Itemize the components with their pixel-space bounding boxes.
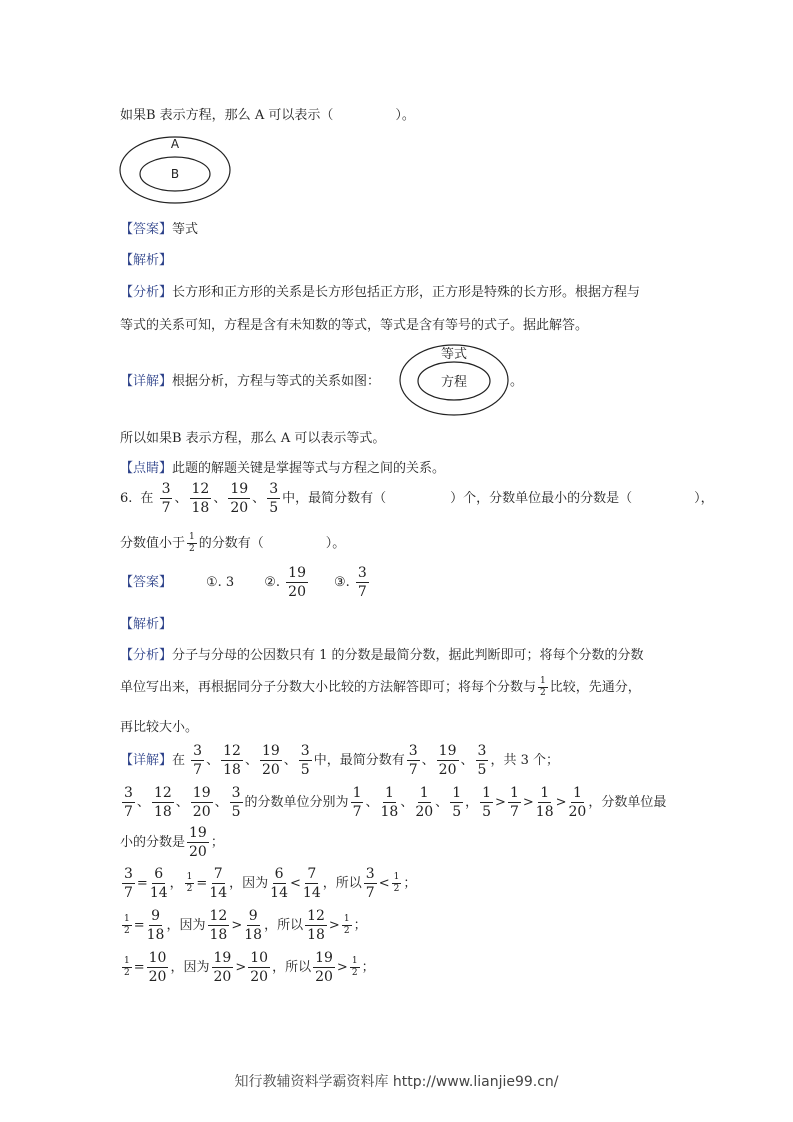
fraction-3-5: $\frac{3}{5}$ <box>269 481 279 516</box>
q5-conclusion: 所以如果B 表示方程，那么 A 可以表示等式。 <box>120 431 386 446</box>
q6-fenxi-2: 单位写出来，再根据同分子分数大小比较的方法解答即可；将每个分数与 $\frac{1}{2}$ 比较，先通分， <box>120 676 641 698</box>
q5-venn-diagram <box>118 132 234 206</box>
footer-watermark: 知行教辅资料学霸资料库 http://www.lianjie99.cn/ <box>234 1074 559 1090</box>
q6-fenxi-3: 再比较大小。 <box>120 720 199 735</box>
q6-detail-line4: $\frac{3}{7}$ = $\frac{6}{14}$ ， $\frac{1}{2}$ = $\frac{7}{14}$ ，因为 $\frac{6}{14}$ < $\frac{7}{14}$ ，所以 $\frac{3}{7}$ < $\frac{1}{2}$ ； <box>124 866 417 901</box>
q6-stem: 6. 在 $\frac{3}{7}$ 、 $\frac{12}{18}$ 、 $\frac{19}{20}$ 、 $\frac{3}{5}$ 中，最简分数有（ ）个，分数单位最小的分数是（ ）， <box>120 481 714 516</box>
fraction-1-2: $\frac{1}{2}$ <box>540 676 546 698</box>
q5-xiangjie: 【详解】根据分析，方程与等式的关系如图： <box>120 374 381 389</box>
q5-fenxi-1: 【分析】长方形和正方形的关系是长方形包括正方形，正方形是特殊的长方形。根据方程与 <box>120 285 641 300</box>
q6-detail-line2: $\frac{3}{7}$ 、 $\frac{12}{18}$ 、 $\frac{19}{20}$ 、 $\frac{3}{5}$ 的分数单位分别为 $\frac{1}{7}$ 、 $\frac{1}{18}$ 、 $\frac{1}{20}$ 、 $\frac{1}{5}$ ， $\frac{1}{5}$ > $\frac{1}{7}$ > $\frac{1}{18}$ > $\frac{1}{20}$ ，分数单位最 <box>124 785 667 820</box>
q6-stem-line2: 分数值小于 $\frac{1}{2}$ 的分数有（ ）。 <box>120 532 346 554</box>
q6-jiexi: 【解析】 <box>120 617 173 632</box>
q5-relation-diagram <box>398 342 510 418</box>
q6-answer: 【答案】 ①. 3 ②. $\frac{19}{20}$ ③. $\frac{3}{7}$ <box>120 565 367 600</box>
fraction-1-2: $\frac{1}{2}$ <box>189 532 195 554</box>
q6-detail-line3: 小的分数是 $\frac{19}{20}$ ； <box>120 825 224 860</box>
answer-fraction-19-20: $\frac{19}{20}$ <box>288 565 306 600</box>
fraction-12-18: $\frac{12}{18}$ <box>191 481 210 516</box>
q6-detail-line1: 【详解】在 $\frac{3}{7}$ 、 $\frac{12}{18}$ 、 $\frac{19}{20}$ 、 $\frac{3}{5}$ 中，最简分数有 $\frac{3}{7}$ 、 $\frac{19}{20}$ 、 $\frac{3}{5}$ ，共 3 个； <box>120 743 559 778</box>
q6-detail-line6: $\frac{1}{2}$ = $\frac{10}{20}$ ，因为 $\frac{19}{20}$ > $\frac{10}{20}$ ，所以 $\frac{19}{20}$ > $\frac{1}{2}$ ； <box>124 950 375 985</box>
q5-jiexi: 【解析】 <box>120 253 173 268</box>
answer-fraction-3-7: $\frac{3}{7}$ <box>357 565 367 600</box>
q5-dianjing: 【点睛】此题的解题关键是掌握等式与方程之间的关系。 <box>120 461 446 476</box>
q5-fenxi-2: 等式的关系可知，方程是含有未知数的等式，等式是含有等号的式子。据此解答。 <box>120 318 589 333</box>
q5-answer: 【答案】等式 <box>120 222 199 237</box>
q6-detail-line5: $\frac{1}{2}$ = $\frac{9}{18}$ ，因为 $\frac{12}{18}$ > $\frac{9}{18}$ ，所以 $\frac{12}{18}$ > $\frac{1}{2}$ ； <box>124 908 367 943</box>
outer-label-dengshi: 等式 <box>440 347 468 362</box>
q5-stem: 如果B 表示方程，那么 A 可以表示（ ）。 <box>120 108 415 123</box>
inner-label: B <box>170 167 180 181</box>
q6-fenxi-1: 【分析】分子与分母的公因数只有 1 的分数是最简分数，据此判断即可；将每个分数的分数 <box>120 648 644 663</box>
fraction-3-7: $\frac{3}{7}$ <box>161 481 171 516</box>
outer-label: A <box>170 137 180 151</box>
inner-label-fangcheng: 方程 <box>440 375 468 390</box>
fraction-19-20: $\frac{19}{20}$ <box>230 481 249 516</box>
